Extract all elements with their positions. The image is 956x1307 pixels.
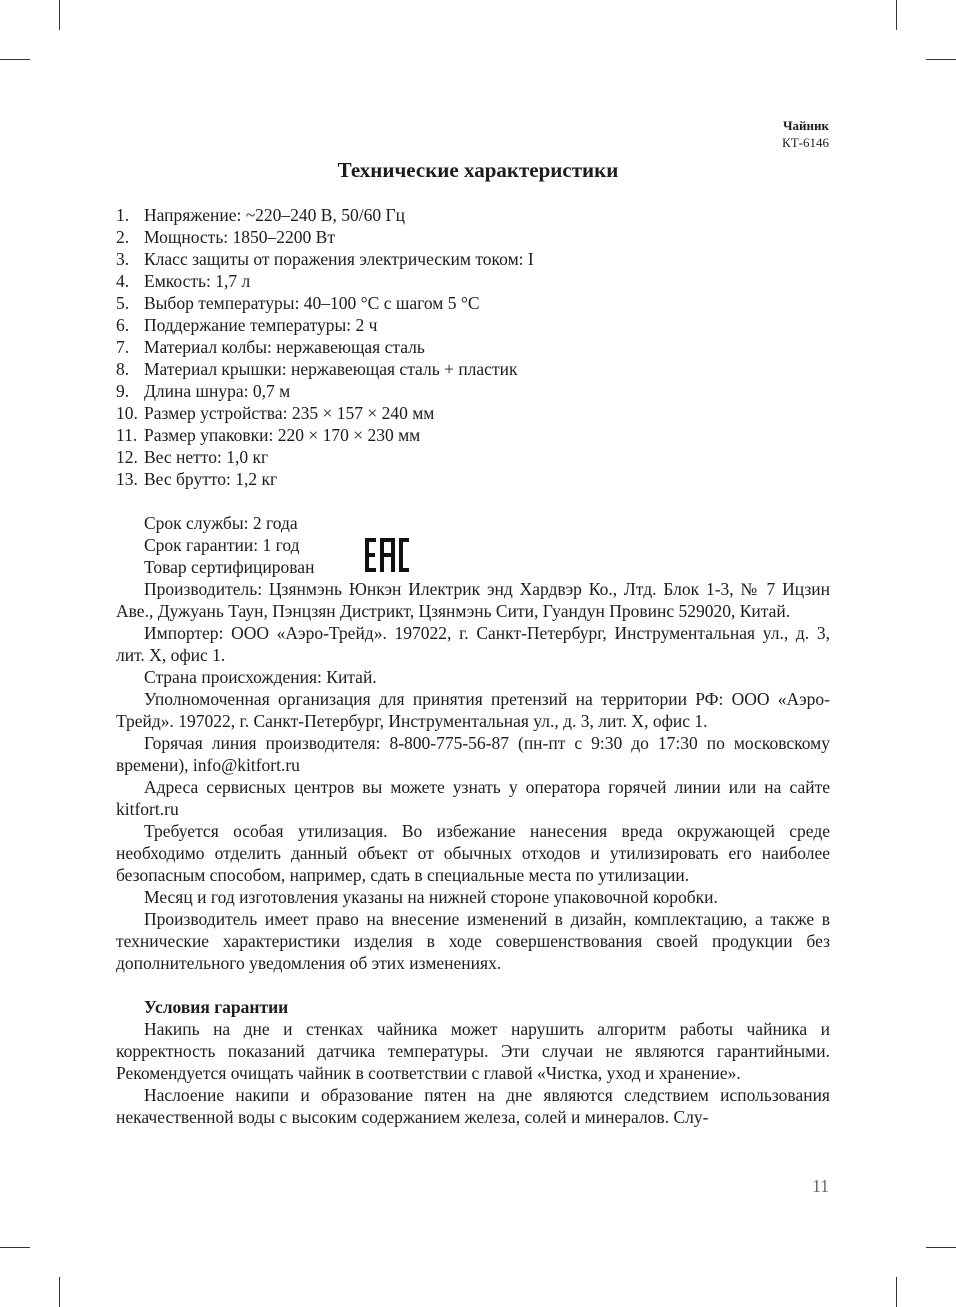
spec-item: 3. Класс защиты от поражения электрическим током: I	[116, 249, 534, 269]
manufacturer-info: Производитель: Цзянмэнь Юнкэн Илектрик энд Хардвэр Ко., Лтд. Блок 1-3, № 7 Ицзин Аве., Дужуань Таун, Пэнцзян Дистрикт, Цзянмэнь Сити, Гуандун Провинс 529020, Китай.	[116, 579, 830, 621]
spec-item: 7. Материал колбы: нержавеющая сталь	[116, 337, 425, 357]
spec-list	[116, 204, 534, 490]
spec-item: 10. Размер устройства: 235 × 157 × 240 мм	[116, 403, 435, 423]
spec-item: 13. Вес брутто: 1,2 кг	[116, 469, 278, 489]
crop-mark-top-left-horizontal	[0, 59, 30, 60]
header-model: КТ-6146	[782, 135, 829, 150]
warranty-period: Срок гарантии: 1 год	[144, 535, 300, 555]
page-title: Технические характеристики	[337, 158, 619, 182]
warranty-paragraph: Накипь на дне и стенках чайника может нарушить алгоритм работы чайника и корректность показаний датчика температуры. Эти случаи не являются гарантийными. Рекомендуется очищать чайник в соответствии с главой «Чистка, уход и хранение».	[116, 1019, 830, 1083]
changes-notice: Производитель имеет право на внесение изменений в дизайн, комплектацию, а также в технические характеристики изделия в ходе совершенствования своей продукции без дополнительного уведомления об этих изменениях.	[116, 909, 830, 973]
running-header	[782, 117, 829, 151]
importer-info: Импортер: ООО «Аэро-Трейд». 197022, г. Санкт-Петербург, Инструментальная ул., д. 3, лит. Х, офис 1.	[116, 623, 830, 665]
spec-item: 8. Материал крышки: нержавеющая сталь + пластик	[116, 359, 518, 379]
authorized-organization: Уполномоченная организация для принятия претензий на территории РФ: ООО «Аэро-Трейд». 197022, г. Санкт-Петербург, Инструментальная ул., д. 3, лит. Х, офис 1.	[116, 689, 830, 731]
spec-item: 4. Емкость: 1,7 л	[116, 271, 251, 291]
crop-mark-bottom-right-vertical	[896, 1277, 897, 1307]
spec-item: 12. Вес нетто: 1,0 кг	[116, 447, 269, 467]
spec-item: 11. Размер упаковки: 220 × 170 × 230 мм	[116, 425, 421, 445]
crop-mark-bottom-left-horizontal	[0, 1247, 30, 1248]
spec-item: 2. Мощность: 1850–2200 Вт	[116, 227, 335, 247]
hotline-info: Горячая линия производителя: 8-800-775-56-87 (пн-пт с 9:30 до 17:30 по московскому времени), info@kitfort.ru	[116, 733, 830, 775]
crop-mark-top-right-horizontal	[926, 59, 956, 60]
manufacture-date-info: Месяц и год изготовления указаны на нижней стороне упаковочной коробки.	[144, 887, 718, 907]
crop-mark-top-left-vertical	[59, 0, 60, 30]
crop-mark-bottom-left-vertical	[59, 1277, 60, 1307]
warranty-paragraph: Наслоение накипи и образование пятен на дне являются следствием использования некачественной воды с высоким содержанием железа, солей и минералов. Слу-	[116, 1085, 830, 1127]
service-centers-info: Адреса сервисных центров вы можете узнать у оператора горячей линии или на сайте kitfort.ru	[116, 777, 830, 819]
eac-certification-logo	[365, 538, 409, 572]
spec-item: 6. Поддержание температуры: 2 ч	[116, 315, 378, 335]
spec-item: 1. Напряжение: ~220–240 В, 50/60 Гц	[116, 205, 405, 225]
spec-item: 5. Выбор температуры: 40–100 °С с шагом 5 °С	[116, 293, 480, 313]
certified-note: Товар сертифицирован	[144, 557, 315, 577]
origin-info: Страна происхождения: Китай.	[144, 667, 377, 687]
certification-block	[116, 512, 830, 578]
header-product: Чайник	[782, 118, 829, 133]
body-text	[116, 512, 830, 1128]
spec-item: 9. Длина шнура: 0,7 м	[116, 381, 291, 401]
crop-mark-top-right-vertical	[896, 0, 897, 30]
service-life: Срок службы: 2 года	[144, 513, 298, 533]
disposal-info: Требуется особая утилизация. Во избежание нанесения вреда окружающей среде необходимо отделить данный объект от обычных отходов и утилизировать его наиболее безопасным способом, например, сдать в специальные места по утилизации.	[116, 821, 830, 885]
warranty-section-title: Условия гарантии	[144, 997, 289, 1017]
page-number: 11	[812, 1176, 829, 1196]
crop-mark-bottom-right-horizontal	[926, 1247, 956, 1248]
